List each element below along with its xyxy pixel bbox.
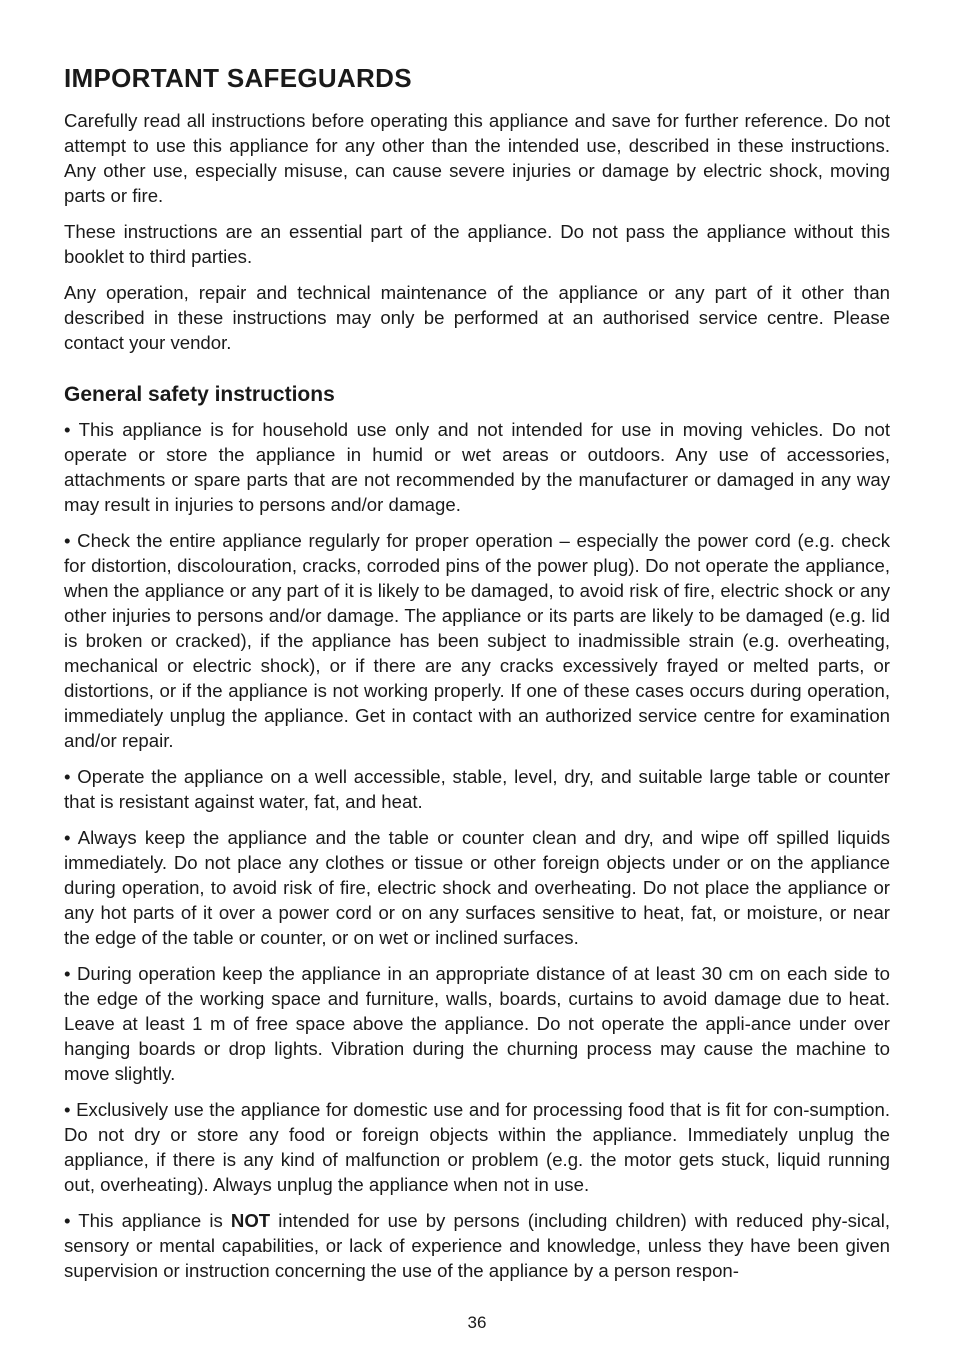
intro-paragraph-3: Any operation, repair and technical maintenance of the appliance or any part of it other than described in these instructions may only be performed at an authorised service centre. Please contact your vendor. [64, 282, 890, 353]
safety-bullet-2: • Check the entire appliance regularly for proper operation – especially the power cord (e.g. check for distortion, discolouration, cracks, corroded pins of the power plug). Do not operate the appliance, when the appliance or any part of it is likely to be damaged, to avoid risk of fire, electric shock or any other injuries to persons and/or damage. The appliance or its parts are likely to be damaged (e.g. lid is broken or cracked), if the appliance has been subject to inadmissible strain (e.g. overheating, mechanical or electric shock), or if there are any cracks excessively frayed or melted parts, or distortions, or if the appliance is not working properly. If one of these cases occurs during operation, immediately unplug the appliance. Get in contact with an authorized service centre for examination and/or repair. [64, 530, 890, 751]
safety-bullet-5: • During operation keep the appliance in an appropriate distance of at least 30 cm on each side to the edge of the working space and furniture, walls, boards, curtains to avoid damage due to heat. Leave at least 1 m of free space above the appliance. Do not operate the appli-ance under over hanging boards or drop lights. Vibration during the churning process may cause the machine to move slightly. [64, 963, 890, 1084]
bullet-text-after: intended for use by persons (including children) with reduced phy-sical, sensory or mental capabilities, or lack of experience and knowledge, unless they have been given supervision or instruction concerning the use of the appliance by a person respon- [64, 1210, 891, 1281]
intro-paragraph-1: Carefully read all instructions before operating this appliance and save for further reference. Do not attempt to use this appliance for any other than the intended use, described in these instructions. Any other use, especially misuse, can cause severe injuries or damage by electric shock, moving parts or fire. [64, 110, 890, 206]
safety-bullet-7 [64, 1208, 890, 1283]
bullet-bold-not: NOT [230, 1210, 271, 1231]
section-heading: General safety instructions [64, 383, 335, 406]
safety-bullet-1: • This appliance is for household use only and not intended for use in moving vehicles. Do not operate or store the appliance in humid or wet areas or outdoors. Any use of accessories, attachments or spare parts that are not recommended by the manufacturer or damaged in any way may result in injuries to persons and/or damage. [64, 419, 890, 515]
safety-bullet-6: • Exclusively use the appliance for domestic use and for processing food that is fit for con-sumption. Do not dry or store any food or foreign objects within the appliance. Immediately unplug the appliance, if there is any kind of malfunction or problem (e.g. the motor gets stuck, liquid running out, overheating). Always unplug the appliance when not in use. [64, 1099, 890, 1195]
page-title: IMPORTANT SAFEGUARDS [64, 63, 412, 93]
document-page [64, 58, 890, 1294]
intro-paragraph-2: These instructions are an essential part of the appliance. Do not pass the appliance without this booklet to third parties. [64, 221, 890, 267]
bullet-text-before: • This appliance is [64, 1210, 231, 1231]
safety-bullet-4: • Always keep the appliance and the table or counter clean and dry, and wipe off spilled liquids immediately. Do not place any clothes or tissue or other foreign objects under or on the appliance during operation, to avoid risk of fire, electric shock and overheating. Do not place the appliance or any hot parts of it over a power cord or on any surfaces sensitive to heat, fat, or moisture, or near the edge of the table or counter, or on wet or inclined surfaces. [64, 827, 890, 948]
safety-bullet-3: • Operate the appliance on a well accessible, stable, level, dry, and suitable large table or counter that is resistant against water, fat, and heat. [64, 766, 890, 812]
page-number: 36 [467, 1313, 487, 1332]
